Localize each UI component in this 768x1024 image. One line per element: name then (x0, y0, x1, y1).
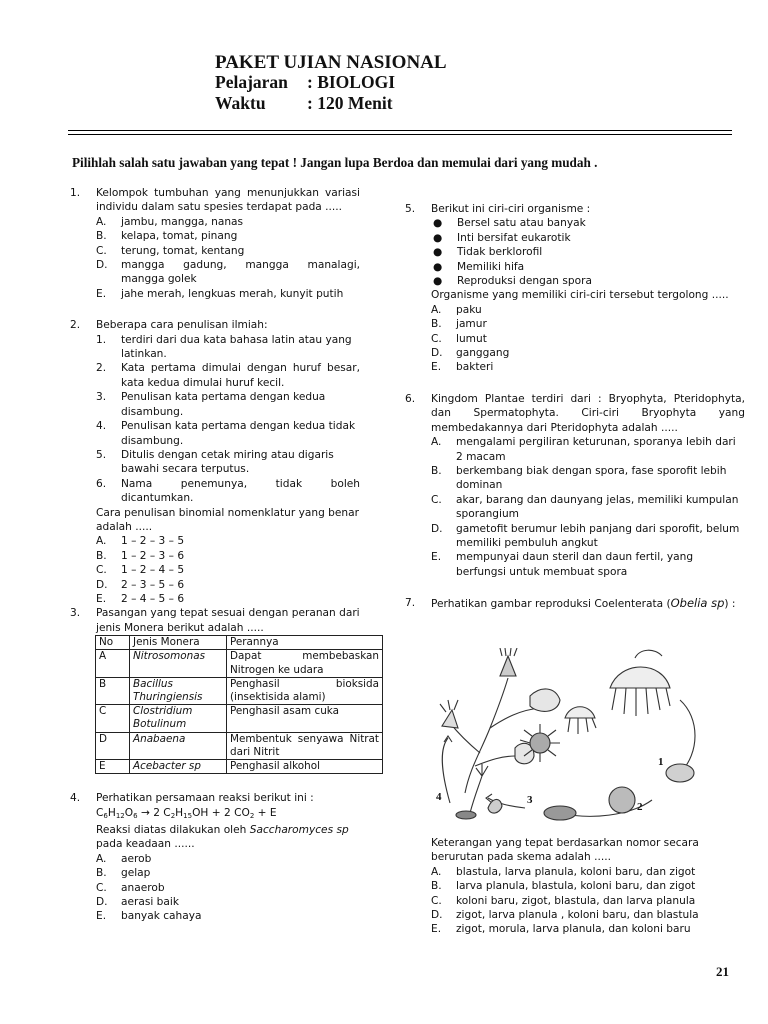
time-value: : 120 Menit (307, 93, 393, 113)
option-text: aerob (121, 852, 152, 865)
option-text: gametofit berumur lebih panjang dari sporofit, belum memiliki pembuluh angkut (456, 522, 740, 549)
option-c[interactable] (431, 894, 745, 908)
option-text: jamur (456, 318, 487, 331)
question-5 (405, 202, 745, 375)
option-text: akar, barang dan daunyang jelas, memiliki kumpulan sporangium (456, 493, 739, 521)
monera-role: Penghasil asam cuka (227, 705, 383, 732)
time-row (215, 93, 393, 114)
option-letter: B. (431, 464, 442, 477)
table-header-row (96, 636, 383, 650)
option-d[interactable] (96, 578, 360, 592)
question-2 (70, 318, 360, 606)
option-letter: C. (96, 244, 107, 257)
right-column (405, 202, 745, 612)
option-a[interactable] (96, 215, 360, 229)
bullet-icon: ● (433, 217, 443, 230)
option-d[interactable] (96, 895, 360, 909)
rule-text: Kata pertama dimulai dengan huruf besar, kata kedua dimulai huruf kecil. (121, 362, 360, 389)
page-number: 21 (716, 964, 729, 979)
rule-number: 4. (96, 420, 107, 433)
header-divider-double (68, 134, 732, 135)
option-text: ganggang (456, 347, 510, 360)
table-row[interactable] (96, 705, 383, 732)
rule-text: Ditulis dengan cetak miring atau digaris bawahi secara terputus. (121, 448, 334, 476)
option-letter: C. (431, 493, 442, 506)
obelia-lifecycle-figure (430, 648, 740, 833)
question-number: 7. (405, 597, 416, 610)
option-b[interactable] (431, 464, 745, 493)
bullet-item: ● Inti bersifat eukarotik (433, 231, 571, 244)
question-number: 6. (405, 392, 416, 405)
question-stem: Beberapa cara penulisan ilmiah: (96, 319, 268, 332)
option-letter: A. (96, 535, 107, 548)
option-text: bakteri (456, 361, 494, 374)
figure-label-2: 2 (637, 801, 643, 813)
option-c[interactable] (96, 881, 360, 895)
monera-table (95, 635, 383, 774)
option-text: zigot, morula, larva planula, dan koloni baru (456, 923, 691, 936)
option-d[interactable] (96, 258, 360, 287)
option-a[interactable] (96, 534, 360, 548)
question-number: 1. (70, 187, 81, 199)
question-stem: Berikut ini ciri-ciri organisme : (431, 203, 591, 215)
question-stem: Kingdom Plantae terdiri dari : Bryophyta, Pteridophyta, dan Spermatophyta. Ciri-ciri Bryophyta yang membedakannya dari Pteridophyta adalah ..... (431, 392, 745, 434)
rule-item (96, 390, 360, 419)
option-e[interactable] (431, 550, 745, 579)
header-divider (68, 130, 732, 131)
option-e[interactable] (431, 922, 745, 936)
question-number: 2. (70, 319, 81, 332)
option-letter: A. (431, 436, 442, 449)
monera-role: Membentuk senyawa Nitrat dari Nitrit (227, 732, 383, 759)
option-d[interactable] (431, 522, 745, 551)
question-6 (405, 392, 745, 579)
option-letter: B. (96, 230, 107, 243)
option-text: 2 – 4 – 5 – 6 (121, 592, 185, 605)
option-text: larva planula, blastula, koloni baru, dan zigot (456, 880, 696, 893)
row-letter: A (96, 650, 130, 677)
bullet-item: ● Tidak berklorofil (433, 246, 543, 259)
bullet-icon: ● (433, 246, 443, 259)
option-letter: D. (431, 347, 443, 360)
option-b[interactable] (96, 549, 360, 563)
table-header-cell: Perannya (227, 636, 383, 650)
option-e[interactable] (96, 287, 360, 301)
subject-row (215, 72, 395, 93)
monera-name: Nitrosomonas (130, 650, 227, 677)
question-stem-2: Keterangan yang tepat berdasarkan nomor secara berurutan pada skema adalah ..... (431, 837, 699, 864)
option-letter: C. (431, 332, 442, 345)
table-row[interactable] (96, 732, 383, 759)
option-letter: E. (96, 287, 107, 300)
option-letter: D. (431, 522, 443, 535)
option-text: paku (456, 303, 482, 316)
rule-number: 5. (96, 448, 107, 461)
rule-item (96, 333, 360, 362)
option-letter: A. (431, 865, 442, 878)
rule-number: 2. (96, 362, 107, 375)
question-stem-2: Organisme yang memiliki ciri-ciri tersebut tergolong ..... (431, 289, 729, 302)
figure-label-1: 1 (658, 756, 664, 768)
monera-role: Penghasil bioksida (insektisida alami) (227, 677, 383, 704)
table-row[interactable] (96, 677, 383, 704)
table-header-cell: Jenis Monera (130, 636, 227, 650)
option-b[interactable] (431, 879, 745, 893)
option-text: lumut (456, 332, 487, 345)
rule-text: terdiri dari dua kata bahasa latin atau yang latinkan. (121, 333, 352, 361)
option-letter: D. (431, 909, 443, 922)
option-c[interactable] (431, 332, 745, 346)
option-text: 1 – 2 – 3 – 5 (121, 535, 185, 548)
option-b[interactable] (431, 317, 745, 331)
option-e[interactable] (96, 592, 360, 606)
option-a[interactable] (96, 852, 360, 866)
option-letter: C. (96, 564, 107, 577)
option-text: mangga gadung, mangga manalagi, mangga golek (121, 259, 360, 286)
option-b[interactable] (96, 229, 360, 243)
subject-value: : BIOLOGI (307, 72, 396, 92)
rule-number: 1. (96, 333, 107, 346)
option-c[interactable] (96, 563, 360, 577)
option-letter: B. (96, 867, 107, 880)
option-d[interactable] (431, 346, 745, 360)
option-letter: A. (96, 852, 107, 865)
bullet-item: ● Bersel satu atau banyak (433, 217, 586, 230)
bullet-icon: ● (433, 231, 443, 244)
question-stem-2: Cara penulisan binomial nomenklatur yang benar adalah ..... (96, 506, 359, 533)
bullet-item: ● Reproduksi dengan spora (433, 275, 592, 288)
question-number: 3. (70, 607, 81, 620)
option-text: gelap (121, 867, 151, 880)
table-row[interactable] (96, 760, 383, 774)
option-e[interactable] (431, 360, 745, 374)
question-3 (70, 606, 360, 635)
question-7-continuation (431, 836, 745, 937)
monera-name: Bacillus Thuringiensis (130, 677, 227, 704)
option-letter: A. (431, 303, 442, 316)
left-column (70, 186, 379, 924)
rule-item (96, 477, 360, 506)
table-header-cell: No (96, 636, 130, 650)
option-text: kelapa, tomat, pinang (121, 230, 238, 243)
rule-number: 6. (96, 477, 107, 490)
option-text: anaerob (121, 881, 165, 894)
option-letter: B. (431, 318, 442, 331)
option-letter: E. (96, 910, 107, 923)
option-c[interactable] (431, 493, 745, 522)
option-letter: D. (96, 896, 108, 909)
option-text: 1 – 2 – 3 – 6 (121, 549, 185, 562)
row-letter: E (96, 760, 130, 774)
figure-label-4: 4 (436, 791, 442, 803)
question-number: 4. (70, 792, 81, 805)
table-row[interactable] (96, 650, 383, 677)
option-letter: E. (431, 551, 442, 564)
rule-item (96, 419, 360, 448)
option-letter: D. (96, 259, 108, 272)
option-letter: E. (431, 361, 442, 374)
option-text: jahe merah, lengkuas merah, kunyit putih (121, 287, 344, 300)
option-d[interactable] (431, 908, 745, 922)
option-letter: D. (96, 578, 108, 591)
monera-name: Anabaena (130, 732, 227, 759)
option-a[interactable] (431, 865, 745, 879)
bullet-icon: ● (433, 275, 443, 288)
question-stem: Perhatikan persamaan reaksi berikut ini : (96, 792, 314, 805)
rule-item (96, 448, 360, 477)
question-number: 5. (405, 203, 416, 215)
option-text: banyak cahaya (121, 910, 202, 923)
option-text: mengalami pergiliran keturunan, sporanya lebih dari 2 macam (456, 436, 736, 463)
option-c[interactable] (96, 244, 360, 258)
option-text: mempunyai daun steril dan daun fertil, yang berfungsi untuk membuat spora (456, 551, 694, 578)
option-letter: B. (96, 549, 107, 562)
option-text: berkembang biak dengan spora, fase sporofit lebih dominan (456, 464, 727, 492)
bullet-icon: ● (433, 260, 443, 273)
question-stem: Kelompok tumbuhan yang menunjukkan variasi individu dalam satu spesies terdapat pada ..... (96, 187, 360, 214)
rule-item (96, 361, 360, 390)
option-letter: A. (96, 215, 107, 228)
rule-text: Nama penemunya, tidak boleh dicantumkan. (121, 477, 360, 505)
time-key: Waktu (215, 93, 266, 113)
option-a[interactable] (431, 435, 745, 464)
row-letter: B (96, 677, 130, 704)
exam-title: PAKET UJIAN NASIONAL (215, 52, 447, 73)
question-stem: Pasangan yang tepat sesuai dengan peranan dari jenis Monera berikut adalah ..... (96, 607, 360, 634)
subject-key: Pelajaran (215, 72, 288, 92)
instruction: Pilihlah salah satu jawaban yang tepat ! Jangan lupa Berdoa dan memulai dari yang mudah . (72, 155, 598, 170)
question-1 (70, 186, 360, 301)
rule-text: Penulisan kata pertama dengan kedua tidak disambung. (121, 420, 356, 447)
option-letter: E. (96, 592, 107, 605)
option-b[interactable] (96, 866, 360, 880)
question-7 (405, 596, 745, 611)
question-stem-2: Reaksi diatas dilakukan oleh Saccharomyces sp pada keadaan ...... (96, 824, 349, 851)
reaction-equation: $C_6H_{12}O_6 \to 2$ $C_2H_{15}OH + 2$ $CO_2 + E$ (96, 806, 277, 820)
option-text: koloni baru, zigot, blastula, dan larva planula (456, 894, 696, 907)
option-letter: C. (96, 881, 107, 894)
option-text: terung, tomat, kentang (121, 244, 245, 257)
option-text: 2 – 3 – 5 – 6 (121, 578, 185, 591)
option-text: jambu, mangga, nanas (121, 215, 244, 228)
bullet-item: ● Memiliki hifa (433, 260, 525, 273)
option-letter: C. (431, 894, 442, 907)
row-letter: C (96, 705, 130, 732)
row-letter: D (96, 732, 130, 759)
option-letter: E. (431, 923, 442, 936)
option-text: aerasi baik (121, 896, 179, 909)
monera-role: Penghasil alkohol (227, 760, 383, 774)
option-a[interactable] (431, 303, 745, 317)
rule-text: Penulisan kata pertama dengan kedua disambung. (121, 391, 326, 418)
question-stem: Perhatikan gambar reproduksi Coelenterata (Obelia sp) : (431, 596, 736, 611)
monera-role: Dapat membebaskan Nitrogen ke udara (227, 650, 383, 677)
monera-name: Acebacter sp (130, 760, 227, 774)
rule-number: 3. (96, 391, 107, 404)
option-text: blastula, larva planula, koloni baru, dan zigot (456, 865, 696, 878)
option-text: zigot, larva planula , koloni baru, dan blastula (456, 909, 699, 922)
option-letter: B. (431, 880, 442, 893)
question-4 (70, 791, 360, 924)
option-text: 1 – 2 – 4 – 5 (121, 564, 185, 577)
monera-name: Clostridium Botulinum (130, 705, 227, 732)
figure-label-3: 3 (527, 794, 533, 806)
option-e[interactable] (96, 909, 360, 923)
